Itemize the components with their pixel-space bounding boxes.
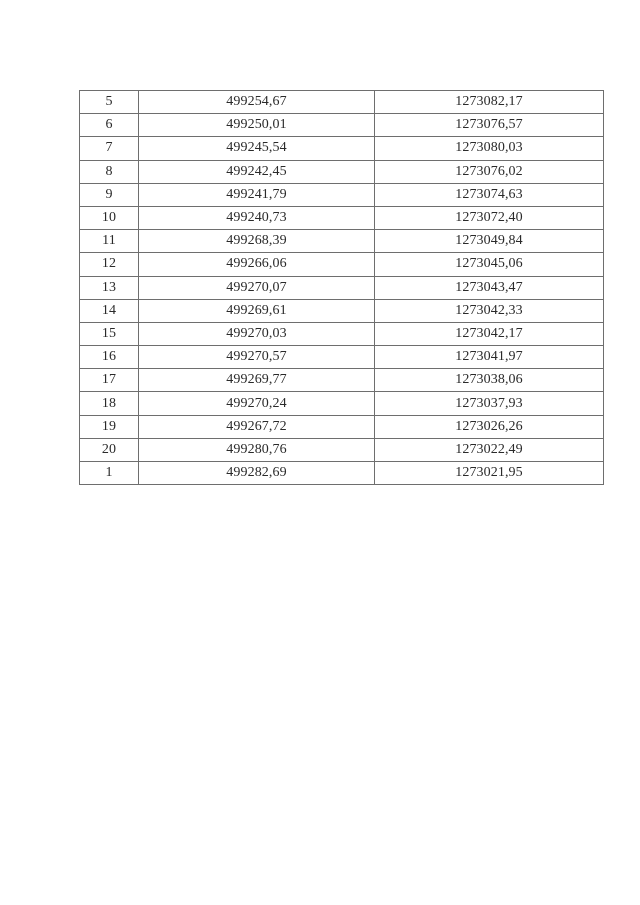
point-number-cell: 9 — [80, 183, 139, 206]
x-coordinate-cell: 499268,39 — [139, 230, 375, 253]
table-row — [80, 114, 604, 137]
y-coordinate-cell: 1273022,49 — [375, 438, 604, 461]
x-coordinate-cell: 499241,79 — [139, 183, 375, 206]
table-row — [80, 392, 604, 415]
y-coordinate-cell: 1273082,17 — [375, 91, 604, 114]
x-coordinate-cell: 499269,77 — [139, 369, 375, 392]
point-number-cell: 1 — [80, 462, 139, 485]
point-number-cell: 19 — [80, 415, 139, 438]
point-number-cell: 8 — [80, 160, 139, 183]
table-row — [80, 462, 604, 485]
point-number-cell: 11 — [80, 230, 139, 253]
y-coordinate-cell: 1273080,03 — [375, 137, 604, 160]
point-number-cell: 7 — [80, 137, 139, 160]
point-number-cell: 13 — [80, 276, 139, 299]
x-coordinate-cell: 499282,69 — [139, 462, 375, 485]
table-row — [80, 253, 604, 276]
x-coordinate-cell: 499254,67 — [139, 91, 375, 114]
table-row — [80, 230, 604, 253]
y-coordinate-cell: 1273038,06 — [375, 369, 604, 392]
point-number-cell: 14 — [80, 299, 139, 322]
x-coordinate-cell: 499270,03 — [139, 322, 375, 345]
y-coordinate-cell: 1273072,40 — [375, 206, 604, 229]
y-coordinate-cell: 1273074,63 — [375, 183, 604, 206]
table-row — [80, 415, 604, 438]
y-coordinate-cell: 1273042,17 — [375, 322, 604, 345]
point-number-cell: 17 — [80, 369, 139, 392]
x-coordinate-cell: 499245,54 — [139, 137, 375, 160]
table-row — [80, 369, 604, 392]
coordinates-table-body — [80, 91, 604, 485]
y-coordinate-cell: 1273076,57 — [375, 114, 604, 137]
table-row — [80, 299, 604, 322]
x-coordinate-cell: 499240,73 — [139, 206, 375, 229]
x-coordinate-cell: 499270,24 — [139, 392, 375, 415]
x-coordinate-cell: 499270,57 — [139, 346, 375, 369]
y-coordinate-cell: 1273026,26 — [375, 415, 604, 438]
point-number-cell: 18 — [80, 392, 139, 415]
point-number-cell: 12 — [80, 253, 139, 276]
point-number-cell: 20 — [80, 438, 139, 461]
x-coordinate-cell: 499267,72 — [139, 415, 375, 438]
table-row — [80, 276, 604, 299]
table-row — [80, 322, 604, 345]
x-coordinate-cell: 499269,61 — [139, 299, 375, 322]
point-number-cell: 10 — [80, 206, 139, 229]
point-number-cell: 16 — [80, 346, 139, 369]
y-coordinate-cell: 1273049,84 — [375, 230, 604, 253]
y-coordinate-cell: 1273037,93 — [375, 392, 604, 415]
table-row — [80, 91, 604, 114]
x-coordinate-cell: 499280,76 — [139, 438, 375, 461]
y-coordinate-cell: 1273043,47 — [375, 276, 604, 299]
y-coordinate-cell: 1273045,06 — [375, 253, 604, 276]
y-coordinate-cell: 1273021,95 — [375, 462, 604, 485]
x-coordinate-cell: 499266,06 — [139, 253, 375, 276]
table-row — [80, 346, 604, 369]
table-row — [80, 160, 604, 183]
table-row — [80, 438, 604, 461]
table-row — [80, 183, 604, 206]
x-coordinate-cell: 499242,45 — [139, 160, 375, 183]
x-coordinate-cell: 499270,07 — [139, 276, 375, 299]
y-coordinate-cell: 1273042,33 — [375, 299, 604, 322]
point-number-cell: 6 — [80, 114, 139, 137]
table-row — [80, 206, 604, 229]
point-number-cell: 5 — [80, 91, 139, 114]
y-coordinate-cell: 1273041,97 — [375, 346, 604, 369]
x-coordinate-cell: 499250,01 — [139, 114, 375, 137]
y-coordinate-cell: 1273076,02 — [375, 160, 604, 183]
table-row — [80, 137, 604, 160]
point-number-cell: 15 — [80, 322, 139, 345]
coordinates-table — [79, 90, 604, 485]
